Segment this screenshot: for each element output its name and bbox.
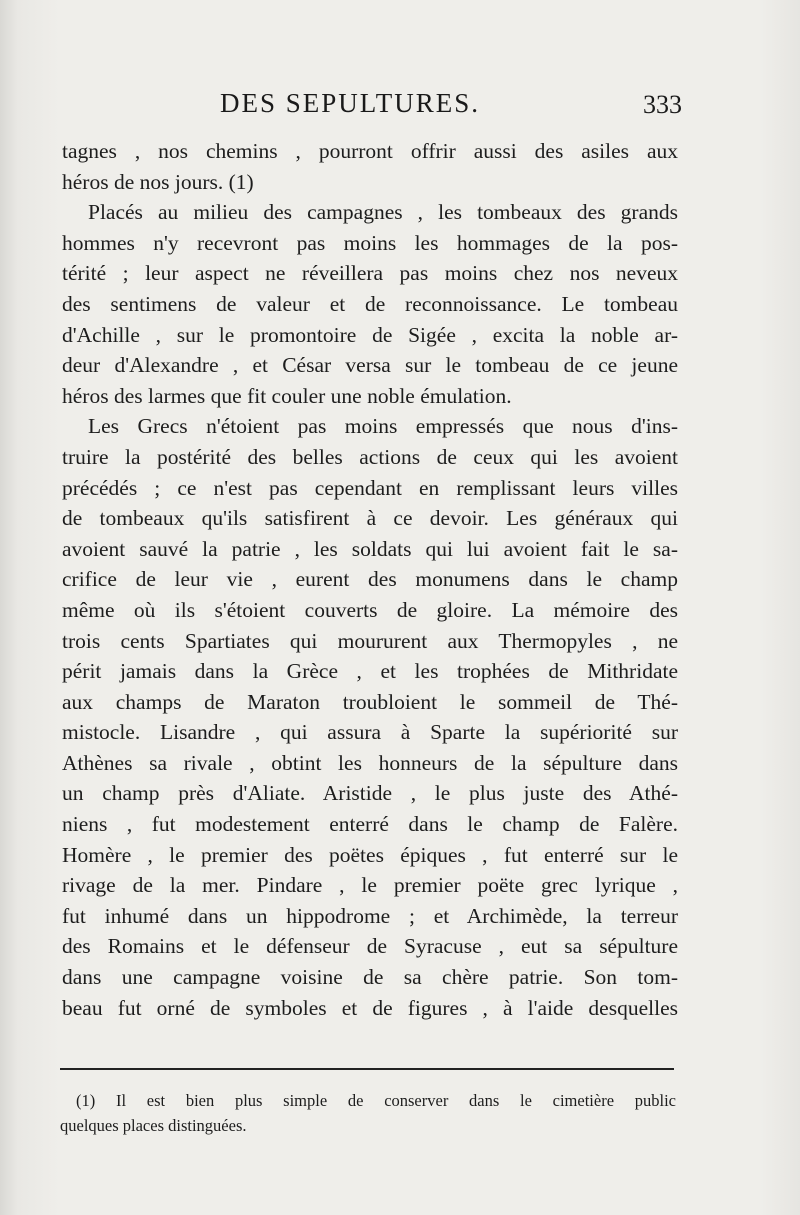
text-line: même où ils s'étoient couverts de gloire. La mémoire des (62, 597, 678, 622)
text-line: Athènes sa rivale , obtint les honneurs de la sépulture dans (62, 750, 678, 775)
text-line: périt jamais dans la Grèce , et les trophées de Mithridate (62, 659, 678, 684)
text-line: crifice de leur vie , eurent des monumens dans le champ (62, 567, 678, 592)
text-line: un champ près d'Aliate. Aristide , le plus juste des Athé- (62, 781, 678, 806)
text-line: des Romains et le défenseur de Syracuse , eut sa sépulture (62, 934, 678, 959)
text-line: rivage de la mer. Pindare , le premier poëte grec lyrique , (62, 873, 678, 898)
footnote-line: quelques places distinguées. (60, 1116, 247, 1135)
text-line: trois cents Spartiates qui moururent aux Thermopyles , ne (62, 628, 678, 653)
text-line: deur d'Alexandre , et César versa sur le tombeau de ce jeune (62, 353, 678, 378)
text-line: d'Achille , sur le promontoire de Sigée , excita la noble ar- (62, 322, 678, 347)
footnote-rule (60, 1068, 674, 1070)
text-line: niens , fut modestement enterré dans le champ de Falère. (62, 812, 678, 837)
text-line: térité ; leur aspect ne réveillera pas moins chez nos neveux (62, 261, 678, 286)
footnote-line: (1) Il est bien plus simple de conserver dans le cimetière public (76, 1091, 676, 1110)
text-line: de tombeaux qu'ils satisfirent à ce devoir. Les généraux qui (62, 506, 678, 531)
text-line: des sentimens de valeur et de reconnoissance. Le tombeau (62, 291, 678, 316)
paragraph-start-line: Placés au milieu des campagnes , les tombeaux des grands (88, 200, 678, 225)
text-line: Homère , le premier des poëtes épiques , fut enterré sur le (62, 842, 678, 867)
text-line: précédés ; ce n'est pas cependant en remplissant leurs villes (62, 475, 678, 500)
page-number: 333 (643, 90, 682, 119)
text-line: héros de nos jours. (1) (62, 169, 254, 194)
body-text (62, 136, 678, 1023)
footnote (60, 1088, 676, 1138)
text-line: truire la postérité des belles actions de ceux qui les avoient (62, 444, 678, 469)
page-header (60, 88, 680, 128)
text-line: fut inhumé dans un hippodrome ; et Archimède, la terreur (62, 903, 678, 928)
text-line: mistocle. Lisandre , qui assura à Sparte la supériorité sur (62, 720, 678, 745)
paragraph-start-line: Les Grecs n'étoient pas moins empressés que nous d'ins- (88, 414, 678, 439)
text-line: dans une campagne voisine de sa chère patrie. Son tom- (62, 965, 678, 990)
text-line: avoient sauvé la patrie , les soldats qui lui avoient fait le sa- (62, 536, 678, 561)
text-line: beau fut orné de symboles et de figures , à l'aide desquelles (62, 995, 678, 1020)
running-title: DES SEPULTURES. (220, 88, 481, 118)
text-line: héros des larmes que fit couler une noble émulation. (62, 383, 512, 408)
text-line: aux champs de Maraton troubloient le sommeil de Thé- (62, 689, 678, 714)
text-line: tagnes , nos chemins , pourront offrir aussi des asiles aux (62, 139, 678, 163)
text-line: hommes n'y recevront pas moins les hommages de la pos- (62, 230, 678, 255)
